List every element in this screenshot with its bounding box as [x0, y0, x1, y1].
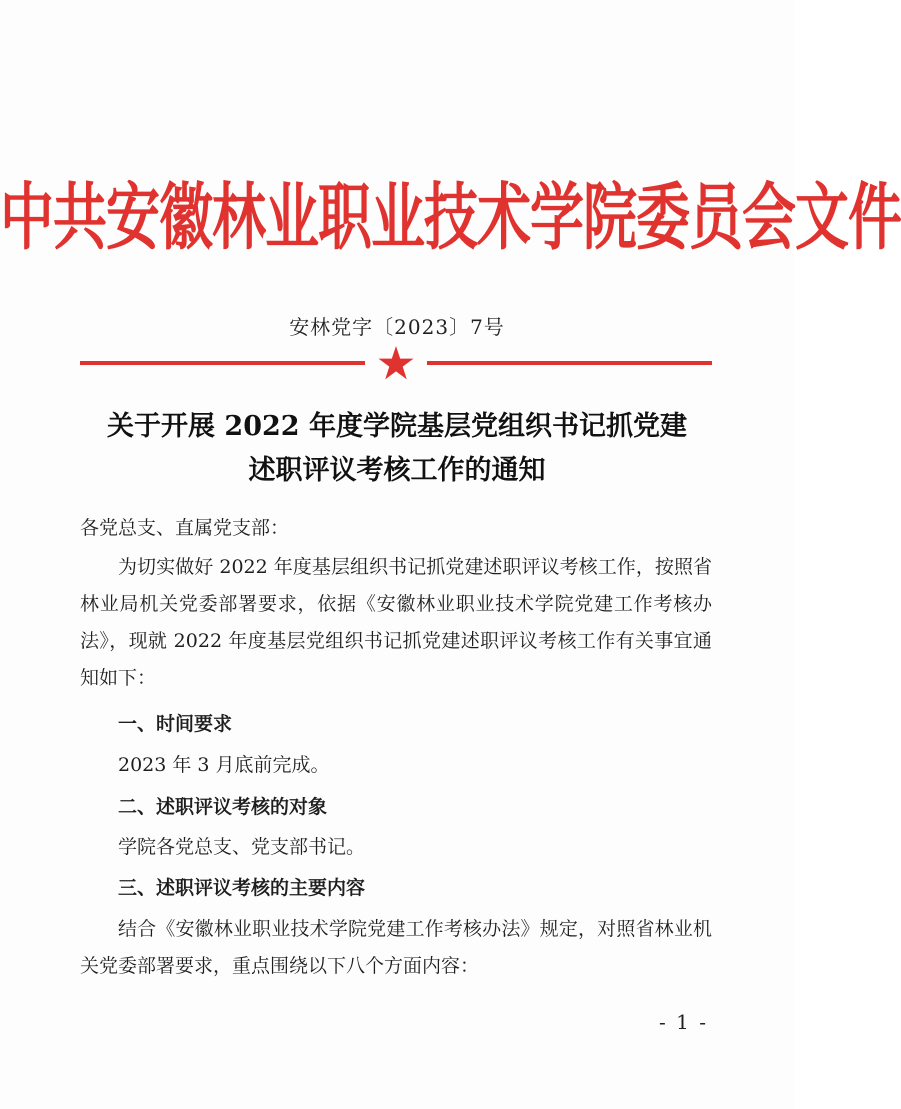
section-heading-content: 三、述职评议考核的主要内容 [118, 877, 366, 899]
section-heading-target: 二、述职评议考核的对象 [118, 796, 328, 818]
intro-paragraph: 为切实做好 2022 年度基层组织书记抓党建述职评议考核工作，按照省林业局机关党委部署要求，依据《安徽林业职业技术学院党建工作考核办法》，现就 2022 年度基层党组织书记抓党建述职评议考核工作有关事宜通知如下： [80, 556, 712, 689]
divider-rule-left [80, 361, 365, 365]
notice-title-line-1: 关于开展 2022 年度学院基层党组织书记抓党建 [107, 411, 687, 442]
star-icon [378, 346, 414, 380]
section-heading-time: 一、时间要求 [118, 713, 233, 735]
org-document-header: 中共安徽林业职业技术学院委员会文件 [0, 174, 901, 260]
notice-title [0, 405, 794, 493]
divider-rule-right [427, 361, 712, 365]
salutation: 各党总支、直属党支部： [80, 517, 290, 539]
section-text-time: 2023 年 3 月底前完成。 [118, 754, 330, 776]
notice-title-line-2: 述职评议考核工作的通知 [248, 455, 546, 486]
page-number: - 1 - [659, 1010, 708, 1034]
red-divider [80, 348, 712, 378]
section-text-target: 学院各党总支、党支部书记。 [118, 836, 366, 858]
document-number: 安林党字〔2023〕7号 [289, 315, 505, 339]
section-text-content: 结合《安徽林业职业技术学院党建工作考核办法》规定，对照省林业机关党委部署要求，重点围绕以下八个方面内容： [80, 918, 712, 977]
